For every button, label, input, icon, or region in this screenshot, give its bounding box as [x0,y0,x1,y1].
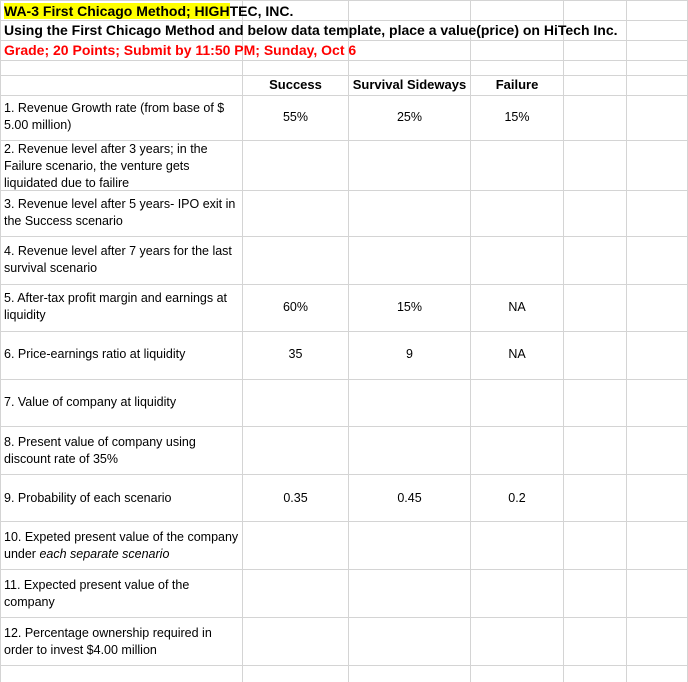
grid-line [626,0,627,682]
column-header-survival-sideways[interactable]: Survival Sideways [352,77,467,92]
row-label[interactable]: 9. Probability of each scenario [4,491,172,505]
grade-line: Grade; 20 Points; Submit by 11:50 PM; Sunday, Oct 6 [4,42,357,58]
grid-line [0,617,688,618]
grid-line [0,426,688,427]
row-label[interactable]: 6. Price-earnings ratio at liquidity [4,347,186,361]
row-label[interactable]: 4. Revenue level after 7 years for the last survival scenario [4,244,232,275]
grid-line [0,521,688,522]
row-label[interactable]: 7. Value of company at liquidity [4,395,177,409]
table-cell[interactable]: 0.2 [508,491,526,505]
grid-line [470,0,471,682]
row-label[interactable] [4,529,241,563]
grid-line [0,331,688,332]
grid-line [0,474,688,475]
row-label[interactable]: 1. Revenue Growth rate (from base of $ 5.00 million) [4,101,225,132]
row-label[interactable]: 5. After-tax profit margin and earnings at liquidity [4,291,228,322]
grid-line [348,0,349,682]
grid-line [0,95,688,96]
grid-line [0,284,688,285]
table-cell[interactable]: NA [508,347,526,361]
grid-line [0,569,688,570]
assignment-title [4,2,293,20]
assignment-subtitle: Using the First Chicago Method and below data template, place a value(price) on HiTech Inc. [4,22,618,38]
column-header-failure[interactable]: Failure [495,77,539,92]
grid-line [0,0,1,682]
row-label[interactable]: 8. Present value of company using discount rate of 35% [4,435,196,466]
table-cell[interactable]: 0.35 [283,491,308,505]
column-header-success[interactable]: Success [269,77,322,92]
grid-line [0,379,688,380]
table-cell[interactable]: 60% [282,300,309,314]
grid-line [242,0,243,682]
title-rest: TEC, INC. [229,3,294,19]
grid-line [563,0,564,682]
table-cell[interactable]: 9 [406,347,413,361]
row-label[interactable]: 11. Expected present value of the company [4,578,190,609]
grid-line [0,665,688,666]
table-cell[interactable]: 35 [288,347,303,361]
title-highlight: WA-3 First Chicago Method; HIGH [4,3,230,19]
grid-line [0,236,688,237]
table-cell[interactable]: NA [508,300,526,314]
table-cell[interactable]: 15% [504,110,530,124]
row-label-plain: 10. Expeted present value of the company under [4,530,239,561]
row-label-italic: each separate scenario [39,547,170,561]
table-cell[interactable]: 0.45 [397,491,422,505]
row-label[interactable]: 3. Revenue level after 5 years- IPO exit in the Success scenario [4,197,236,228]
grid-line [0,0,688,1]
table-cell[interactable]: 55% [282,110,309,124]
row-label[interactable]: 2. Revenue level after 3 years; in the Failure scenario, the venture gets liquidated due to failire [4,142,208,190]
grid-line [0,60,688,61]
row-label[interactable]: 12. Percentage ownership required in order to invest $4.00 million [4,626,212,657]
table-cell[interactable]: 25% [396,110,423,124]
table-cell[interactable]: 15% [396,300,423,314]
